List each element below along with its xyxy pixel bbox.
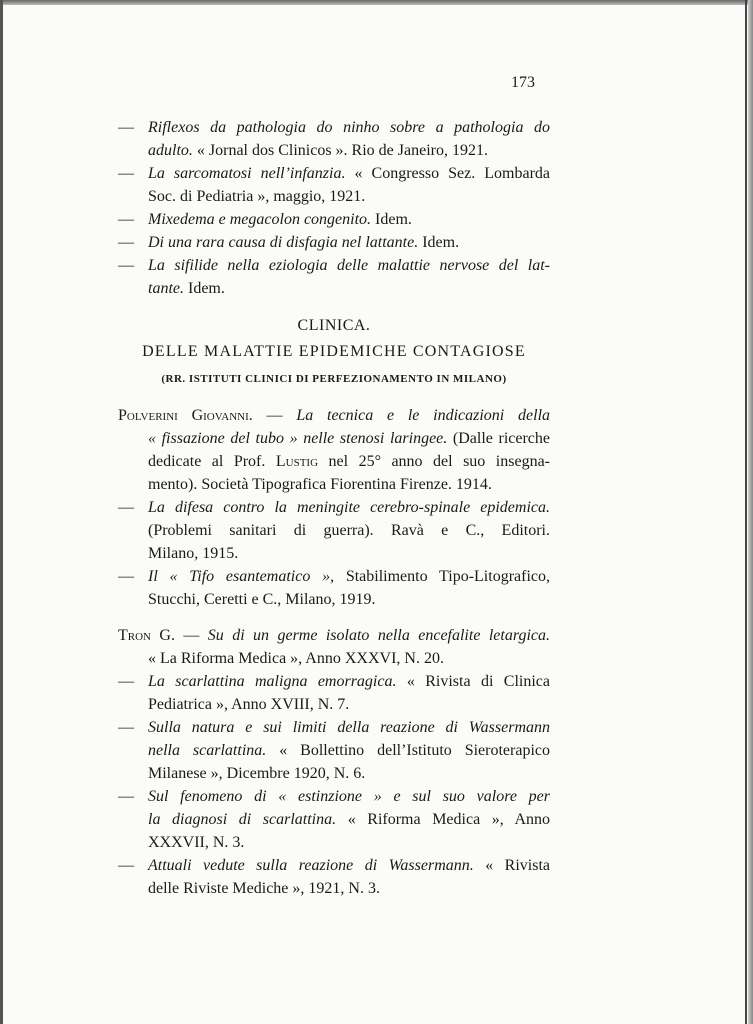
text-segment: « Rivista di Clinica — [396, 673, 550, 690]
bibliography-entry — [118, 854, 550, 900]
text-segment: Stucchi, Ceretti e C., Milano, 1919. — [148, 591, 376, 608]
text-segment: « Bollettino dell’Istituto Sieroterapico — [266, 742, 550, 759]
page-body — [118, 116, 550, 900]
title-text: La scarlattina maligna emorragica. — [148, 673, 397, 690]
text-segment: Pediatrica », Anno XVIII, N. 7. — [148, 696, 350, 713]
author-name: Polverini Giovanni. — [118, 407, 253, 424]
em-dash: — — [118, 499, 134, 516]
title-text: La tecnica e le indicazioni della — [296, 407, 550, 424]
heading-line — [118, 313, 550, 339]
bibliography-entry — [118, 716, 550, 785]
scan-edge-right-line — [745, 0, 747, 1024]
text-segment: (RR. ISTITUTI CLINICI DI PERFEZIONAMENTO IN MILANO) — [161, 373, 507, 385]
bibliography-entry — [118, 231, 550, 254]
entry-line — [118, 624, 550, 647]
entry-line — [118, 139, 550, 162]
bibliography-entry — [118, 785, 550, 854]
title-text: Attuali vedute sulla reazione di Wassermann. — [148, 857, 474, 874]
text-segment: « Riforma Medica », Anno — [336, 811, 550, 828]
text-segment: DELLE MALATTIE EPIDEMICHE CONTAGIOSE — [142, 343, 526, 360]
entry-line — [118, 716, 550, 739]
scan-edge-right — [748, 0, 753, 1024]
em-dash: — — [118, 788, 134, 805]
entry-line — [118, 785, 550, 808]
em-dash: — — [118, 719, 134, 736]
text-segment: Milanese », Dicembre 1920, N. 6. — [148, 765, 366, 782]
title-text: « fissazione del tubo » nelle stenosi laringee. — [148, 430, 448, 447]
em-dash: — — [118, 234, 134, 251]
entry-line — [118, 116, 550, 139]
bibliography-entry — [118, 670, 550, 716]
title-text: adulto. — [148, 142, 193, 159]
text-segment: — — [252, 407, 297, 424]
text-segment: mento). Società Tipografica Fiorentina Firenze. 1914. — [148, 476, 492, 493]
bibliography-entry — [118, 254, 550, 300]
text-segment: « Rivista — [473, 857, 550, 874]
entry-line — [118, 185, 550, 208]
entry-line — [118, 647, 550, 670]
entry-line — [118, 565, 550, 588]
entry-line — [118, 231, 550, 254]
text-segment: « Jornal dos Clinicos ». Rio de Janeiro, 1921. — [192, 142, 488, 159]
text-segment: « Congresso Sez. Lombarda — [345, 165, 550, 182]
scan-edge-left — [0, 0, 3, 1024]
entry-line — [118, 404, 550, 427]
title-text: Il « Tifo esantematico » — [148, 568, 331, 585]
section-heading — [118, 313, 550, 391]
heading-line — [118, 365, 550, 391]
text-segment: dedicate al Prof. — [148, 453, 276, 470]
entry-line — [118, 588, 550, 611]
text-segment: CLINICA. — [297, 317, 371, 334]
em-dash: — — [118, 165, 134, 182]
entry-line — [118, 450, 550, 473]
entry-line — [118, 762, 550, 785]
entry-line — [118, 473, 550, 496]
title-text: Di una rara causa di disfagia nel lattante. — [148, 234, 419, 251]
author-name: Tron G. — [118, 627, 175, 644]
entry-line — [118, 854, 550, 877]
text-segment: Milano, 1915. — [148, 545, 239, 562]
entry-line — [118, 877, 550, 900]
bibliography-entry — [118, 404, 550, 496]
text-segment: delle Riviste Mediche », 1921, N. 3. — [148, 880, 380, 897]
text-segment: (Dalle ricerche — [447, 430, 550, 447]
bibliography-entry — [118, 162, 550, 208]
text-segment: — — [174, 627, 208, 644]
bibliography-entry — [118, 624, 550, 670]
title-text: Su di un germe isolato nella encefalite letargica. — [207, 627, 550, 644]
bibliography-entry — [118, 565, 550, 611]
em-dash: — — [118, 257, 134, 274]
text-segment: Soc. di Pediatria », maggio, 1921. — [148, 188, 366, 205]
scan-edge-top — [0, 0, 753, 5]
bibliography-entry — [118, 496, 550, 565]
title-text: la diagnosi di scarlattina. — [148, 811, 337, 828]
heading-line — [118, 339, 550, 365]
entry-line — [118, 808, 550, 831]
entry-line — [118, 162, 550, 185]
text-segment: « La Riforma Medica », Anno XXXVI, N. 20. — [148, 650, 444, 667]
entry-line — [118, 496, 550, 519]
title-text: La difesa contro la meningite cerebro-spinale epidemica. — [148, 499, 550, 516]
title-text: Sul fenomeno di « estinzione » e sul suo valore per — [148, 788, 550, 805]
text-segment: Idem. — [184, 280, 225, 297]
text-segment: Idem. — [418, 234, 460, 251]
entry-line — [118, 519, 550, 542]
title-text: tante. — [148, 280, 184, 297]
entry-line — [118, 427, 550, 450]
bibliography-entry — [118, 116, 550, 162]
text-segment: , Stabilimento Tipo-Litografico, — [330, 568, 550, 585]
title-text: La sifilide nella eziologia delle malattie nervose del lat- — [148, 257, 550, 274]
title-text: Riflexos da pathologia do ninho sobre a pathologia do — [148, 119, 550, 136]
em-dash: — — [118, 211, 134, 228]
text-segment: (Problemi sanitari di guerra). Ravà e C., Editori. — [148, 522, 550, 539]
title-text: Mixedema e megacolon congenito. — [148, 211, 372, 228]
entry-line — [118, 542, 550, 565]
author-name: Lustig — [275, 453, 319, 470]
em-dash: — — [118, 673, 134, 690]
page-number: 173 — [511, 74, 535, 91]
entry-line — [118, 670, 550, 693]
entry-line — [118, 208, 550, 231]
entry-line — [118, 693, 550, 716]
text-segment: Idem. — [371, 211, 412, 228]
em-dash: — — [118, 857, 134, 874]
text-segment: XXXVII, N. 3. — [148, 834, 245, 851]
em-dash: — — [118, 568, 134, 585]
title-text: Sulla natura e sui limiti della reazione di Wassermann — [148, 719, 550, 736]
text-segment: nel 25° anno del suo insegna- — [318, 453, 550, 470]
entry-line — [118, 831, 550, 854]
em-dash: — — [118, 119, 134, 136]
bibliography-entry — [118, 208, 550, 231]
entry-line — [118, 739, 550, 762]
title-text: nella scarlattina. — [148, 742, 267, 759]
entry-line — [118, 277, 550, 300]
entry-line — [118, 254, 550, 277]
title-text: La sarcomatosi nell’infanzia. — [148, 165, 346, 182]
